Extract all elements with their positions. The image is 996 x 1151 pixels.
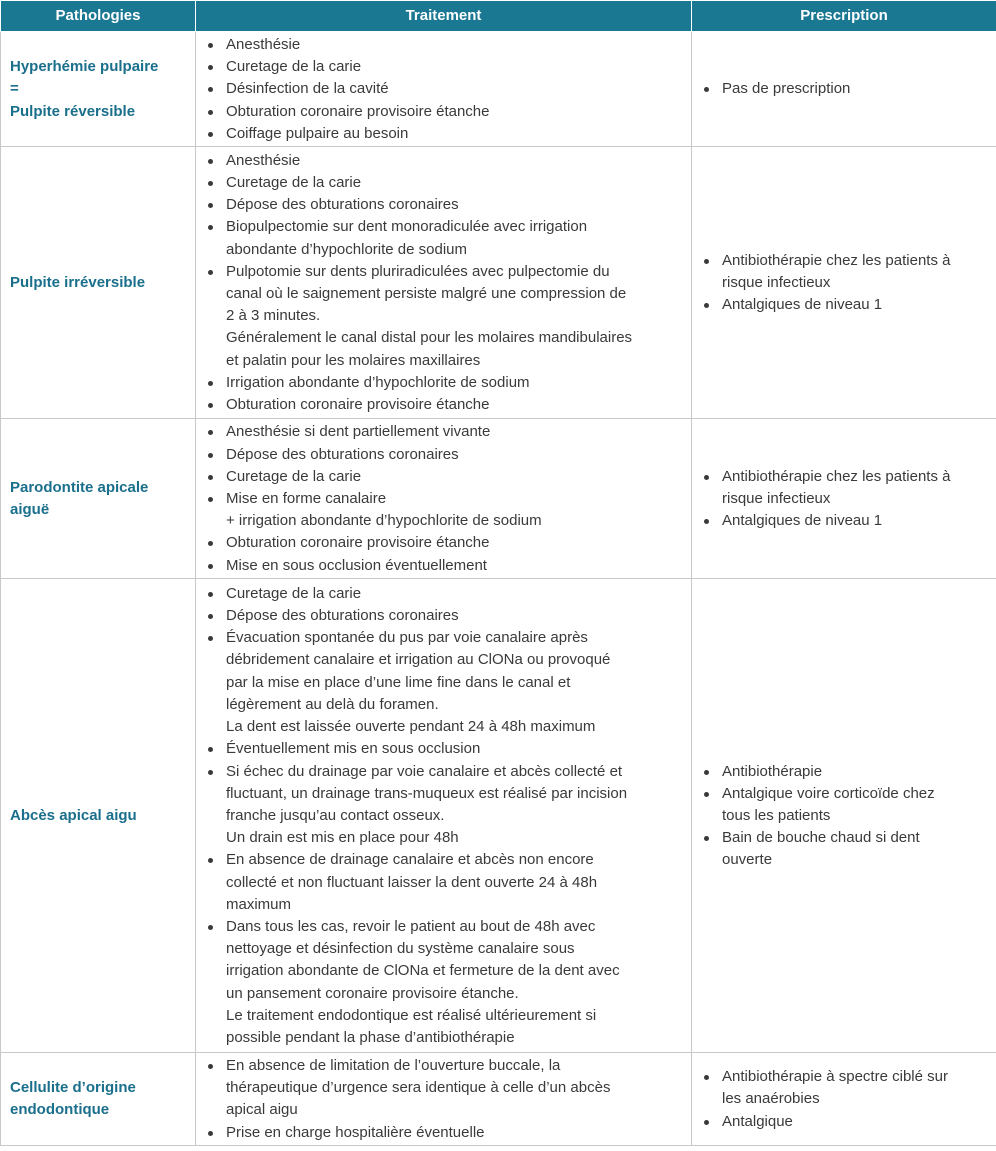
prescription-text: Bain de bouche chaud si dent bbox=[722, 829, 920, 847]
table-body bbox=[1, 32, 996, 1146]
treatment-item bbox=[205, 78, 685, 100]
prescription-cell bbox=[692, 1053, 996, 1146]
treatment-list bbox=[205, 150, 685, 416]
treatment-text: légèrement au delà du foramen. bbox=[226, 695, 439, 713]
header-row bbox=[1, 1, 996, 32]
treatment-text: + irrigation abondante d’hypochlorite de sodium bbox=[226, 512, 542, 530]
pathology-name-line: Pulpite irréversible bbox=[10, 273, 146, 291]
prescription-cell bbox=[692, 419, 996, 579]
prescription-item bbox=[701, 1111, 990, 1133]
treatment-item bbox=[205, 194, 685, 216]
prescription-item bbox=[701, 761, 990, 783]
treatment-text: Obturation coronaire provisoire étanche bbox=[226, 396, 490, 414]
treatment-item bbox=[205, 627, 685, 738]
prescription-list bbox=[701, 250, 990, 317]
treatment-item bbox=[205, 1055, 685, 1122]
treatment-text: Biopulpectomie sur dent monoradiculée avec irrigation bbox=[226, 218, 588, 236]
treatment-item bbox=[205, 555, 685, 577]
table-row bbox=[1, 32, 996, 147]
treatment-item bbox=[205, 916, 685, 1049]
treatment-text: Mise en sous occlusion éventuellement bbox=[226, 556, 487, 574]
treatment-item bbox=[205, 216, 685, 260]
treatment-text: maximum bbox=[226, 895, 292, 913]
prescription-text: risque infectieux bbox=[722, 273, 831, 291]
prescription-item bbox=[701, 827, 990, 871]
treatment-item bbox=[205, 605, 685, 627]
header-traitement: Traitement bbox=[196, 1, 692, 32]
treatment-item bbox=[205, 261, 685, 372]
treatment-text: En absence de limitation de l’ouverture buccale, la bbox=[226, 1057, 561, 1075]
pathology-cell bbox=[1, 579, 196, 1053]
treatment-text: et palatin pour les molaires maxillaires bbox=[226, 351, 481, 369]
treatment-text: un pansement coronaire provisoire étanche. bbox=[226, 984, 519, 1002]
prescription-text: Pas de prescription bbox=[722, 80, 851, 98]
treatment-cell bbox=[196, 419, 692, 579]
table-row bbox=[1, 579, 996, 1053]
treatment-text: Curetage de la carie bbox=[226, 584, 362, 602]
prescription-text: Antibiothérapie chez les patients à bbox=[722, 467, 951, 485]
treatment-text: 2 à 3 minutes. bbox=[226, 307, 321, 325]
treatment-item bbox=[205, 56, 685, 78]
pathology-cell bbox=[1, 147, 196, 419]
pathology-name-line: Abcès apical aigu bbox=[10, 806, 137, 824]
header-prescription: Prescription bbox=[692, 1, 996, 32]
treatment-text: franche jusqu’au contact osseux. bbox=[226, 806, 445, 824]
treatment-cell bbox=[196, 32, 692, 147]
treatment-text: Anesthésie si dent partiellement vivante bbox=[226, 423, 491, 441]
treatment-text: Éventuellement mis en sous occlusion bbox=[226, 740, 481, 758]
prescription-text: tous les patients bbox=[722, 806, 831, 824]
treatment-item bbox=[205, 761, 685, 850]
pathology-name-line: aiguë bbox=[10, 501, 50, 519]
treatment-text: Généralement le canal distal pour les molaires mandibulaires bbox=[226, 329, 633, 347]
treatment-text: thérapeutique d’urgence sera identique à celle d’un abcès bbox=[226, 1079, 611, 1097]
prescription-item bbox=[701, 783, 990, 827]
treatment-text: Curetage de la carie bbox=[226, 58, 362, 76]
prescription-list bbox=[701, 761, 990, 872]
prescription-text: Antibiothérapie chez les patients à bbox=[722, 251, 951, 269]
treatment-text: irrigation abondante de ClONa et fermeture de la dent avec bbox=[226, 962, 620, 980]
treatment-text: Évacuation spontanée du pus par voie canalaire après bbox=[226, 629, 588, 647]
treatment-text: Le traitement endodontique est réalisé ultérieurement si bbox=[226, 1006, 597, 1024]
header-pathologies: Pathologies bbox=[1, 1, 196, 32]
treatment-text: nettoyage et désinfection du système canalaire sous bbox=[226, 940, 575, 958]
treatment-text: Dans tous les cas, revoir le patient au bout de 48h avec bbox=[226, 917, 596, 935]
treatment-item bbox=[205, 583, 685, 605]
treatment-cell bbox=[196, 147, 692, 419]
prescription-text: risque infectieux bbox=[722, 489, 831, 507]
treatment-text: fluctuant, un drainage trans-muqueux est réalisé par incision bbox=[226, 784, 628, 802]
treatment-text: En absence de drainage canalaire et abcès non encore bbox=[226, 851, 594, 869]
treatment-item bbox=[205, 488, 685, 532]
treatment-item bbox=[205, 466, 685, 488]
treatment-list bbox=[205, 34, 685, 145]
treatment-item bbox=[205, 394, 685, 416]
prescription-text: Antalgiques de niveau 1 bbox=[722, 512, 883, 530]
pathology-cell bbox=[1, 1053, 196, 1146]
treatment-text: Irrigation abondante d’hypochlorite de sodium bbox=[226, 373, 530, 391]
treatment-item bbox=[205, 1122, 685, 1144]
treatment-cell bbox=[196, 1053, 692, 1146]
treatment-item bbox=[205, 532, 685, 554]
pathology-name-line: = bbox=[10, 80, 19, 98]
pathology-name-line: endodontique bbox=[10, 1101, 110, 1119]
treatment-text: Dépose des obturations coronaires bbox=[226, 607, 459, 625]
prescription-text: Antibiothérapie à spectre ciblé sur bbox=[722, 1068, 948, 1086]
prescription-item bbox=[701, 1066, 990, 1110]
prescription-item bbox=[701, 510, 990, 532]
prescription-cell bbox=[692, 32, 996, 147]
treatment-text: La dent est laissée ouverte pendant 24 à 48h maximum bbox=[226, 718, 596, 736]
treatment-list bbox=[205, 421, 685, 576]
prescription-text: Antalgique voire corticoïde chez bbox=[722, 784, 935, 802]
prescription-text: Antalgiques de niveau 1 bbox=[722, 296, 883, 314]
prescription-cell bbox=[692, 147, 996, 419]
pathology-name-line: Parodontite apicale bbox=[10, 478, 149, 496]
treatment-text: Dépose des obturations coronaires bbox=[226, 445, 459, 463]
treatment-text: Si échec du drainage par voie canalaire et abcès collecté et bbox=[226, 762, 623, 780]
treatment-text: débridement canalaire et irrigation au ClONa ou provoqué bbox=[226, 651, 611, 669]
treatment-text: Un drain est mis en place pour 48h bbox=[226, 829, 459, 847]
treatment-text: Prise en charge hospitalière éventuelle bbox=[226, 1123, 485, 1141]
prescription-list bbox=[701, 1066, 990, 1133]
treatment-text: Pulpotomie sur dents pluriradiculées avec pulpectomie du bbox=[226, 262, 610, 280]
treatment-text: collecté et non fluctuant laisser la dent ouverte 24 à 48h bbox=[226, 873, 598, 891]
treatment-text: Obturation coronaire provisoire étanche bbox=[226, 534, 490, 552]
prescription-text: les anaérobies bbox=[722, 1090, 820, 1108]
prescription-item bbox=[701, 78, 990, 100]
prescription-text: Antalgique bbox=[722, 1112, 793, 1130]
treatment-text: Coiffage pulpaire au besoin bbox=[226, 124, 409, 142]
prescription-item bbox=[701, 294, 990, 316]
treatment-text: canal où le saignement persiste malgré une compression de bbox=[226, 285, 627, 303]
treatment-text: possible pendant la phase d’antibiothérapie bbox=[226, 1028, 515, 1046]
treatment-text: apical aigu bbox=[226, 1101, 298, 1119]
treatment-item bbox=[205, 444, 685, 466]
prescription-list bbox=[701, 466, 990, 533]
prescription-cell bbox=[692, 579, 996, 1053]
treatment-item bbox=[205, 421, 685, 443]
treatment-item bbox=[205, 372, 685, 394]
treatment-text: Anesthésie bbox=[226, 151, 301, 169]
treatment-item bbox=[205, 123, 685, 145]
prescription-item bbox=[701, 466, 990, 510]
prescription-text: Antibiothérapie bbox=[722, 762, 823, 780]
treatment-list bbox=[205, 1055, 685, 1144]
table-row bbox=[1, 419, 996, 579]
treatment-item bbox=[205, 150, 685, 172]
treatment-text: Obturation coronaire provisoire étanche bbox=[226, 102, 490, 120]
treatment-list bbox=[205, 583, 685, 1049]
treatment-cell bbox=[196, 579, 692, 1053]
treatment-text: Dépose des obturations coronaires bbox=[226, 196, 459, 214]
pathology-cell bbox=[1, 419, 196, 579]
pathology-name-line: Hyperhémie pulpaire bbox=[10, 58, 159, 76]
prescription-text: ouverte bbox=[722, 851, 773, 869]
treatment-text: Anesthésie bbox=[226, 36, 301, 53]
treatment-text: abondante d’hypochlorite de sodium bbox=[226, 240, 468, 258]
prescription-list bbox=[701, 78, 990, 100]
treatment-item bbox=[205, 738, 685, 760]
treatment-item bbox=[205, 34, 685, 56]
treatment-text: Désinfection de la cavité bbox=[226, 80, 389, 98]
treatment-item bbox=[205, 101, 685, 123]
table-row bbox=[1, 147, 996, 419]
treatment-text: Mise en forme canalaire bbox=[226, 489, 387, 507]
treatment-text: Curetage de la carie bbox=[226, 174, 362, 191]
treatment-text: par la mise en place d’une lime fine dans le canal et bbox=[226, 673, 571, 691]
table-row bbox=[1, 1053, 996, 1146]
pathology-name-line: Cellulite d’origine bbox=[10, 1079, 136, 1097]
treatment-item bbox=[205, 172, 685, 194]
treatment-item bbox=[205, 849, 685, 916]
treatment-text: Curetage de la carie bbox=[226, 467, 362, 485]
pathology-name-line: Pulpite réversible bbox=[10, 102, 136, 120]
pathology-cell bbox=[1, 32, 196, 147]
prescription-item bbox=[701, 250, 990, 294]
